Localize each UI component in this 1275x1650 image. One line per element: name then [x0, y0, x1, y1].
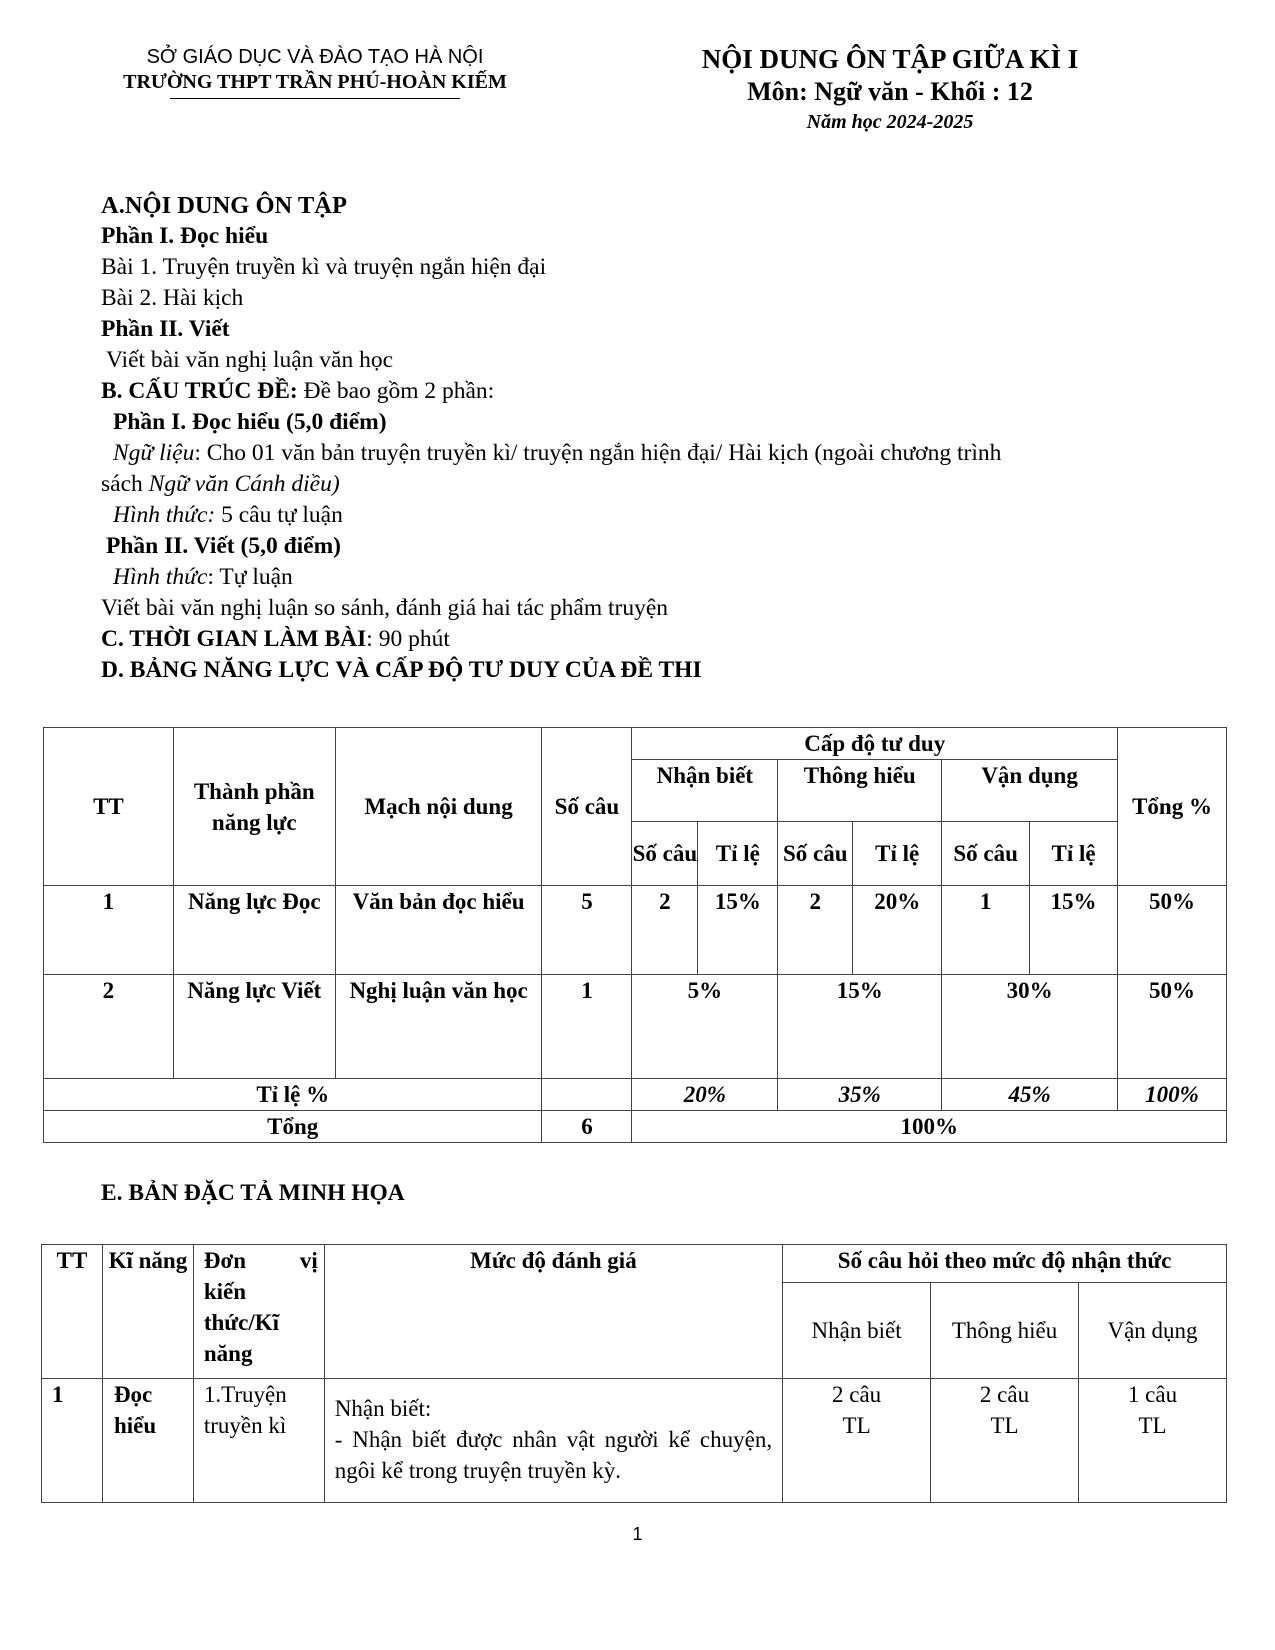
ratio-empty-cell	[542, 1079, 632, 1111]
spec-assessment-label: Nhận biết:	[334, 1396, 432, 1421]
spec-header-tt: TT	[42, 1245, 103, 1379]
spec-cell-recognition: 2 câu TL	[783, 1379, 931, 1503]
spec-header-skill: Kĩ năng	[102, 1245, 193, 1379]
header-thinking-level: Cấp độ tư duy	[632, 728, 1118, 760]
review-content	[101, 190, 1201, 686]
hinh-thuc-1-line	[101, 500, 1201, 531]
cell-th-ratio: 20%	[853, 886, 942, 975]
ratio-label: Tỉ lệ %	[44, 1079, 542, 1111]
spec-assessment-text: - Nhận biết được nhân vật người kể chuyện, ngôi kể trong truyện truyền kỳ.	[334, 1427, 773, 1483]
ratio-th: 35%	[778, 1079, 942, 1111]
cell-vd-ratio: 15%	[1030, 886, 1118, 975]
total-row	[44, 1111, 1227, 1143]
cell-tt: 1	[44, 886, 174, 975]
spec-header-comprehension: Thông hiểu	[931, 1283, 1079, 1379]
spec-header-recognition: Nhận biết	[783, 1283, 931, 1379]
b-part2-heading: Phần II. Viết (5,0 điểm)	[106, 533, 341, 559]
hinh-thuc-1-text: 5 câu tự luận	[215, 502, 343, 528]
sub-header-ratio: Tỉ lệ	[1030, 822, 1118, 886]
total-percent: 100%	[632, 1111, 1227, 1143]
spec-header-assessment-level: Mức độ đánh giá	[324, 1245, 782, 1379]
section-a-heading: A.NỘI DUNG ÔN TẬP	[101, 192, 347, 219]
section-c-line	[101, 624, 1201, 655]
header-left	[105, 46, 525, 99]
ratio-vd: 45%	[942, 1079, 1118, 1111]
department-name: SỞ GIÁO DỤC VÀ ĐÀO TẠO HÀ NỘI	[146, 46, 484, 68]
table-row	[44, 886, 1227, 975]
header-recognition: Nhận biết	[632, 760, 778, 822]
spec-header-unit-first-line	[204, 1245, 318, 1276]
cell-vd-ratio: 30%	[942, 975, 1118, 1079]
section-b-text: Đề bao gồm 2 phần:	[297, 378, 495, 404]
ngu-lieu-line	[101, 438, 1201, 469]
spec-cell-assessment	[324, 1379, 782, 1503]
cell-competency: Năng lực Đọc	[173, 886, 335, 975]
cell-question-count: 1	[542, 975, 632, 1079]
spec-header-question-count: Số câu hỏi theo mức độ nhận thức	[783, 1245, 1227, 1283]
cell-vd-count: 1	[942, 886, 1030, 975]
spec-cell-unit: 1.Truyện truyền kì	[193, 1379, 324, 1503]
ratio-total: 100%	[1118, 1079, 1227, 1111]
sach-line	[101, 469, 1201, 500]
document-title: NỘI DUNG ÔN TẬP GIỮA KÌ I	[701, 44, 1079, 74]
sub-header-ratio: Tỉ lệ	[698, 822, 778, 886]
sub-header-count: Số câu	[632, 822, 698, 886]
part1-heading: Phần I. Đọc hiểu	[101, 223, 269, 249]
ngu-lieu-label: Ngữ liệu	[113, 440, 195, 466]
spec-cell-skill: Đọc hiểu	[102, 1379, 193, 1503]
cell-question-count: 5	[542, 886, 632, 975]
lesson-1: Bài 1. Truyện truyền kì và truyện ngắn hiện đại	[101, 254, 547, 280]
competency-table	[43, 727, 1227, 1143]
sach-italic: Ngữ văn Cánh diều)	[148, 471, 340, 497]
cell-competency: Năng lực Viết	[173, 975, 335, 1079]
header-underline	[170, 98, 460, 99]
header-question-count: Số câu	[542, 728, 632, 886]
header-comprehension: Thông hiểu	[778, 760, 942, 822]
lesson-2: Bài 2. Hài kịch	[101, 285, 244, 311]
header-application: Vận dụng	[942, 760, 1118, 822]
section-b-label: B. CẤU TRÚC ĐỀ:	[101, 378, 298, 404]
hinh-thuc-1-label: Hình thức:	[113, 502, 216, 528]
section-c-label: C. THỜI GIAN LÀM BÀI	[101, 626, 367, 652]
header-right	[640, 44, 1140, 134]
section-b-line	[101, 376, 1201, 407]
header-total-percent: Tổng %	[1118, 728, 1227, 886]
school-name: TRƯỜNG THPT TRẦN PHÚ-HOÀN KIẾM	[123, 71, 507, 93]
spec-header-unit-word1: Đơn	[203, 1248, 246, 1273]
spec-header-unit	[193, 1245, 324, 1379]
table-row	[42, 1379, 1227, 1503]
part2-heading: Phần II. Viết	[101, 316, 230, 342]
section-e-heading: E. BẢN ĐẶC TẢ MINH HỌA	[101, 1180, 405, 1206]
section-d-heading: D. BẢNG NĂNG LỰC VÀ CẤP ĐỘ TƯ DUY CỦA ĐỀ THI	[101, 657, 702, 683]
spec-cell-comprehension: 2 câu TL	[931, 1379, 1079, 1503]
document-subject: Môn: Ngữ văn - Khối : 12	[747, 77, 1033, 106]
header-tt: TT	[44, 728, 174, 886]
sach-text: sách	[101, 471, 149, 497]
cell-content-strand: Văn bản đọc hiểu	[335, 886, 542, 975]
ngu-lieu-text: : Cho 01 văn bản truyện truyền kì/ truyện ngắn hiện đại/ Hài kịch (ngoài chương trình	[194, 440, 1002, 466]
write-description: Viết bài văn nghị luận so sánh, đánh giá hai tác phẩm truyện	[101, 595, 669, 621]
header-content-strand: Mạch nội dung	[335, 728, 542, 886]
cell-tt: 2	[44, 975, 174, 1079]
cell-nb-ratio: 15%	[698, 886, 778, 975]
cell-th-count: 2	[778, 886, 853, 975]
cell-th-ratio: 15%	[778, 975, 942, 1079]
spec-header-unit-word2: vị	[299, 1248, 318, 1273]
specification-table	[41, 1244, 1227, 1503]
write-task: Viết bài văn nghị luận văn học	[106, 347, 394, 373]
cell-total: 50%	[1118, 975, 1227, 1079]
ratio-row	[44, 1079, 1227, 1111]
hinh-thuc-2-line	[101, 562, 1201, 593]
total-question-count: 6	[542, 1111, 632, 1143]
sub-header-count: Số câu	[942, 822, 1030, 886]
total-label: Tổng	[44, 1111, 542, 1143]
cell-nb-ratio: 5%	[632, 975, 778, 1079]
sub-header-count: Số câu	[778, 822, 853, 886]
spec-header-unit-rest: kiến thức/Kĩ năng	[203, 1279, 279, 1366]
page-number: 1	[632, 1524, 643, 1544]
cell-content-strand: Nghị luận văn học	[335, 975, 542, 1079]
cell-nb-count: 2	[632, 886, 698, 975]
spec-header-application: Vận dụng	[1078, 1283, 1226, 1379]
ratio-nb: 20%	[632, 1079, 778, 1111]
b-part1-heading: Phần I. Đọc hiểu (5,0 điểm)	[113, 409, 387, 435]
spec-cell-tt: 1	[42, 1379, 103, 1503]
header-competency: Thành phần năng lực	[173, 728, 335, 886]
cell-total: 50%	[1118, 886, 1227, 975]
school-year: Năm học 2024-2025	[806, 111, 974, 133]
sub-header-ratio: Tỉ lệ	[853, 822, 942, 886]
table-row	[44, 975, 1227, 1079]
spec-cell-application: 1 câu TL	[1078, 1379, 1226, 1503]
section-c-text: : 90 phút	[366, 626, 450, 652]
hinh-thuc-2-label: Hình thức	[113, 564, 208, 590]
hinh-thuc-2-text: : Tự luận	[207, 564, 293, 590]
